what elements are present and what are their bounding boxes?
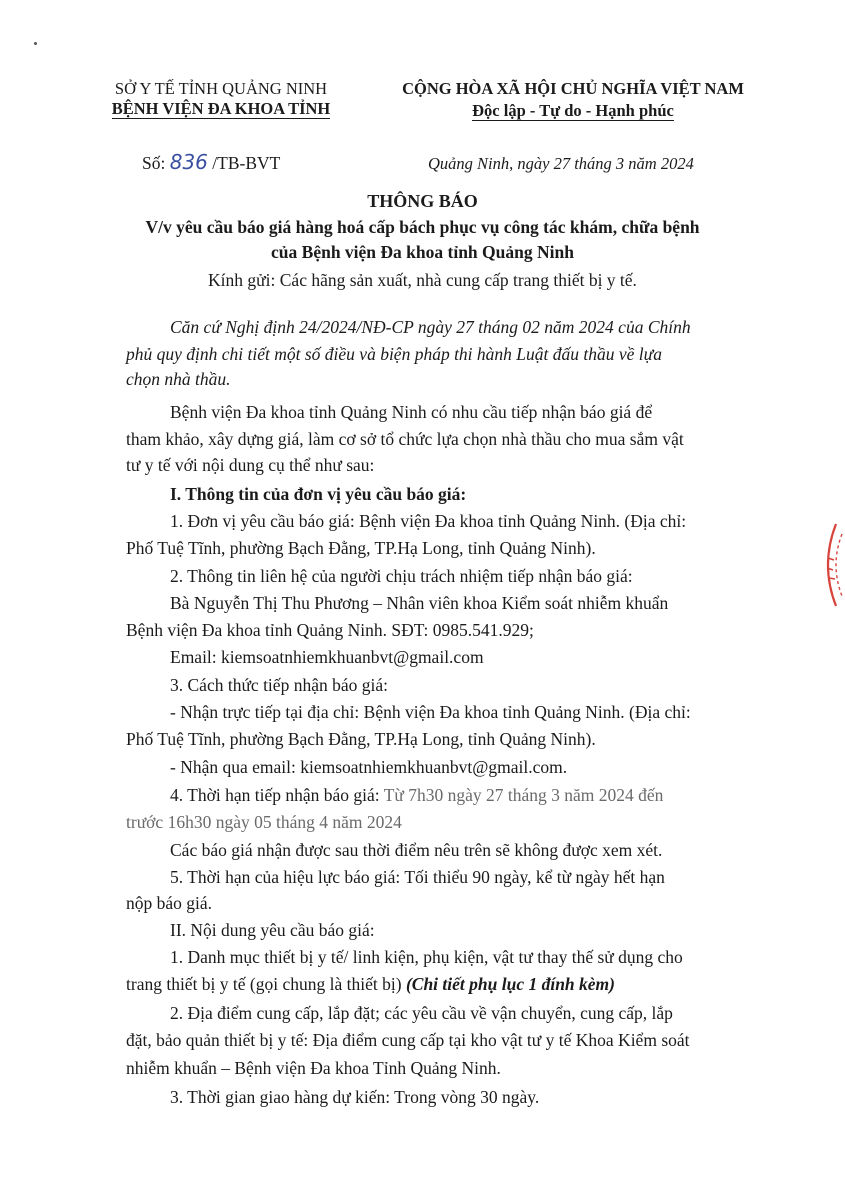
s2-item3: 3. Thời gian giao hàng dự kiến: Trong vòng 30 ngày. [170,1087,540,1107]
s1-item4-line1 [170,785,663,806]
document-title: THÔNG BÁO [367,191,478,211]
s2-item1-emphasis: (Chi tiết phụ lục 1 đính kèm) [405,974,615,994]
s2-item1-line1: 1. Danh mục thiết bị y tế/ linh kiện, phụ kiện, vật tư thay thế sử dụng cho [170,947,683,967]
s1-item2-line1: 2. Thông tin liên hệ của người chịu trách nhiệm tiếp nhận báo giá: [170,566,633,586]
s2-item2-line3: nhiễm khuẩn – Bệnh viện Đa khoa Tỉnh Quảng Ninh. [126,1058,501,1078]
recipients: Kính gửi: Các hãng sản xuất, nhà cung cấp trang thiết bị y tế. [208,270,637,290]
s2-item1-line2 [126,974,615,995]
s1-item2-line3: Bệnh viện Đa khoa tỉnh Quảng Ninh. SĐT: 0985.541.929; [126,620,534,640]
s2-item2-line2: đặt, bảo quản thiết bị y tế: Địa điểm cung cấp tại kho vật tư y tế Khoa Kiểm soát [126,1030,690,1050]
s1-item1-line2: Phố Tuệ Tĩnh, phường Bạch Đằng, TP.Hạ Long, tỉnh Quảng Ninh). [126,538,596,558]
s1-item3-line3: Phố Tuệ Tĩnh, phường Bạch Đằng, TP.Hạ Long, tỉnh Quảng Ninh). [126,729,596,749]
subject-line-1: V/v yêu cầu báo giá hàng hoá cấp bách phục vụ công tác khám, chữa bệnh [145,217,700,237]
document-number [142,150,280,174]
issuing-hospital-text: BỆNH VIỆN ĐA KHOA TỈNH [111,99,331,118]
s1-item5-line2: nộp báo giá. [126,893,213,913]
s1-item4-label: 4. Thời hạn tiếp nhận báo giá: [170,785,380,805]
s1-item4-note: Các báo giá nhận được sau thời điểm nêu trên sẽ không được xem xét. [170,840,663,860]
doc-number-handwritten: 836 [169,150,208,174]
scan-speck [34,42,37,45]
subject-line-2: của Bệnh viện Đa khoa tỉnh Quảng Ninh [271,242,574,262]
red-stamp-edge-icon [818,520,845,610]
s2-item1-plain: trang thiết bị y tế (gọi chung là thiết bị) [126,974,406,994]
s1-item2-line2: Bà Nguyễn Thị Thu Phương – Nhân viên khoa Kiểm soát nhiễm khuẩn [170,593,669,613]
intro-line-3: tư y tế với nội dung cụ thể như sau: [126,455,375,475]
s1-item2-email: Email: kiemsoatnhiemkhuanbvt@gmail.com [170,647,484,667]
s2-item2-line1: 2. Địa điểm cung cấp, lắp đặt; các yêu cầu về vận chuyển, cung cấp, lắp [170,1003,673,1023]
s1-item3-line1: 3. Cách thức tiếp nhận báo giá: [170,675,388,695]
s1-item3-line2: - Nhận trực tiếp tại địa chỉ: Bệnh viện Đa khoa tỉnh Quảng Ninh. (Địa chỉ: [170,702,691,722]
date-line: Quảng Ninh, ngày 27 tháng 3 năm 2024 [428,154,694,173]
motto [368,101,778,121]
s1-item4-start: Từ 7h30 ngày 27 tháng 3 năm 2024 đến [383,785,664,805]
section-1-heading: I. Thông tin của đơn vị yêu cầu báo giá: [170,484,467,504]
s1-item4-line2: trước 16h30 ngày 05 tháng 4 năm 2024 [126,812,402,832]
doc-number-suffix: /TB-BVT [212,153,281,173]
s1-item5-line1: 5. Thời hạn của hiệu lực báo giá: Tối thiểu 90 ngày, kể từ ngày hết hạn [170,867,665,887]
section-2-heading: II. Nội dung yêu cầu báo giá: [170,920,375,940]
basis-line-1: Căn cứ Nghị định 24/2024/NĐ-CP ngày 27 tháng 02 năm 2024 của Chính [170,317,691,337]
intro-line-1: Bệnh viện Đa khoa tỉnh Quảng Ninh có nhu cầu tiếp nhận báo giá để [170,402,653,422]
doc-number-prefix: Số: [142,153,166,173]
intro-line-2: tham khảo, xây dựng giá, làm cơ sở tổ chức lựa chọn nhà thầu cho mua sắm vật [126,429,684,449]
basis-line-3: chọn nhà thầu. [126,369,231,389]
motto-text: Độc lập - Tự do - Hạnh phúc [472,101,674,120]
basis-line-2: phủ quy định chi tiết một số điều và biện pháp thi hành Luật đấu thầu về lựa [126,344,662,364]
s1-item3-line4: - Nhận qua email: kiemsoatnhiemkhuanbvt@gmail.com. [170,757,568,777]
issuing-hospital [92,99,350,119]
issuing-department: SỞ Y TẾ TỈNH QUẢNG NINH [114,79,328,98]
country-name: CỘNG HÒA XÃ HỘI CHỦ NGHĨA VIỆT NAM [402,79,744,98]
s1-item1-line1: 1. Đơn vị yêu cầu báo giá: Bệnh viện Đa khoa tỉnh Quảng Ninh. (Địa chỉ: [170,511,687,531]
